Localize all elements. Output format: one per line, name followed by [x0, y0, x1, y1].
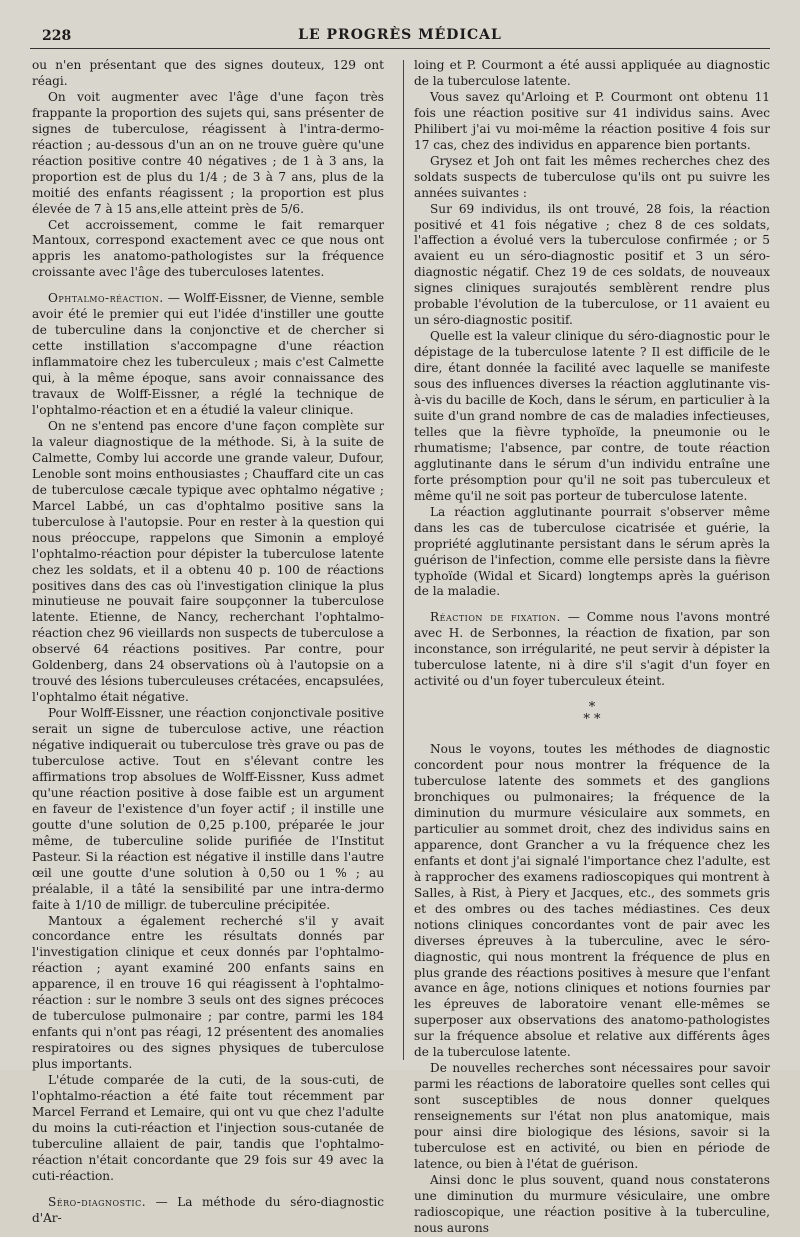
paragraph: L'étude comparée de la cuti, de la sous-cuti, de l'ophtalmo-réaction a été faite tout récemment par Marcel Ferrand et Lemaire, qui ont vu que chez l'adulte du moins la cuti-réaction et l'injection sous-cutanée de tuberculine allaient de pair, tandis que l'ophtalmo-réaction n'était concordante que 29 fois sur 49 avec la cuti-réaction. — [32, 1073, 384, 1183]
asterism-top: * — [588, 700, 596, 716]
section-paragraph-ophtalmo — [32, 291, 384, 419]
paragraph: ou n'en présentant que des signes douteux, 129 ont réagi. — [32, 58, 384, 88]
paragraph: Mantoux a également recherché s'il y avait concordance entre les résultats donnés par l'investigation clinique et ceux donnés par l'ophtalmo-réaction ; ayant examiné 200 enfants sains en apparence, il en trouve 16 qui réagissent à l'ophtalmo-réaction : sur le nombre 3 seuls ont des signes précoces de tuberculose pulmonaire ; par contre, parmi les 184 enfants qui n'ont pas réagi, 12 présentent des anomalies respiratoires ou des signes physiques de tuberculose plus importants. — [32, 913, 384, 1072]
left-column — [32, 58, 384, 1225]
paragraph: Sur 69 individus, ils ont trouvé, 28 fois, la réaction positivé et 41 fois négative ; chez 8 de ces soldats, l'affection a évolué vers la tuberculose confirmée ; or 5 avaient eu un séro-diagnostic positif et 3 un séro-diagnostic négatif. Chez 19 de ces soldats, de nouveaux signes cliniques surajoutés semblèrent rendre plus probable l'évolution de la tuberculose, or 11 avaient eu un séro-diagnostic positif. — [414, 201, 770, 328]
paragraph-text: — La méthode du séro-diagnostic d'Ar- — [32, 1194, 384, 1225]
paragraph: Pour Wolff-Eissner, une réaction conjonctivale positive serait un signe de tuberculose active, une réaction négative indiquerait ou tuberculose très grave ou pas de tuberculose active. Tout en s'élevant contre les affirmations trop absolues de Wolff-Eissner, Kuss admet qu'une réaction positive à dose faible est un argument en faveur de l'existence d'un foyer actif ; il instille une goutte d'une solution de 0,25 p.100, préparée le jour même, de tuberculine solide purifiée de l'Institut Pasteur. Si la réaction est négative il instille dans l'autre œil une goutte d'une solution à 0,50 ou 1 % ; au préalable, il a tâté la sensibilité par une intra-dermo faite à 1/10 de milligr. de tuberculine précipitée. — [32, 706, 384, 912]
column-divider — [403, 60, 404, 1060]
section-heading: Ophtalmo-réaction. — [48, 291, 164, 306]
paragraph: loing et P. Courmont a été aussi appliquée au diagnostic de la tuberculose latente. — [414, 58, 770, 88]
paragraph: On ne s'entend pas encore d'une façon complète sur la valeur diagnostique de la méthode. Si, à la suite de Calmette, Comby lui accorde une grande valeur, Dufour, Lenoble sont moins enthousiastes ; Chauffard cite un cas de tuberculose cæcale typique avec ophtalmo négative ; Marcel Labbé, un cas d'ophtalmo positive sans la tuberculose à l'autopsie. Pour en rester à la question qui nous préoccupe, rappelons que Simonin a employé l'ophtalmo-réaction pour dépister la tuberculose latente chez les soldats, et il a obtenu 40 p. 100 de réactions positives dans des cas où l'investigation clinique la plus minutieuse ne pouvait faire soupçonner la tuberculose latente. Etienne, de Nancy, recherchant l'ophtalmo-réaction chez 96 vieillards non suspects de tuberculose a observé 64 réactions positives. Par contre, pour Goldenberg, dans 24 observations où à l'autopsie on a trouvé des lésions tuberculeuses crétacées, encapsulées, l'ophtalmo était négative. — [32, 418, 384, 705]
paragraph: Grysez et Joh ont fait les mêmes recherches chez des soldats suspects de tuberculose qu'ils ont pu suivre les années suivantes : — [414, 153, 770, 200]
section-paragraph-sero — [32, 1195, 384, 1227]
paragraph: Ainsi donc le plus souvent, quand nous constaterons une diminution du murmure vésiculaire, une ombre radioscopique, une réaction positive à la tuberculine, nous aurons — [414, 1172, 770, 1235]
section-paragraph-fixation — [414, 610, 770, 690]
paragraph: Quelle est la valeur clinique du séro-diagnostic pour le dépistage de la tuberculose latente ? Il est difficile de le dire, étant donnée la facilité avec laquelle se manifeste sous des influences diverses la réaction agglutinante vis-à-vis du bacille de Koch, dans le sérum, en particulier à la suite d'un grand nombre de cas de maladies infectieuses, telles que la fièvre typhoïde, la pneumonie ou le rhumatisme; l'absence, par contre, de toute réaction agglutinante dans le sérum d'un individu entraîne une forte présomption pour qu'il ne soit pas tuberculeux et même qu'il ne soit pas porteur de tuberculose latente. — [414, 329, 770, 503]
paragraph: Nous le voyons, toutes les méthodes de diagnostic concordent pour nous montrer la fréquence de la tuberculose latente des sommets et des ganglions bronchiques ou pulmonaires; la fréquence de la diminution du murmure vésiculaire aux sommets, en particulier au sommet droit, chez des individus sains en apparence, dont Grancher a vu la fréquence chez les enfants et dont j'ai signalé l'importance chez l'adulte, est à rapprocher des examens radioscopiques qui montrent à Salles, à Rist, à Piery et Jacques, etc., des sommets gris et des ombres ou des taches médiastines. Ces deux notions cliniques concordantes vont de pair avec les diverses épreuves à la tuberculine, avec le séro-diagnostic, qui nous montrent la fréquence de plus en plus grande des réactions positives à mesure que l'enfant avance en âge, notions cliniques et notions fournies par les épreuves de laboratoire venant elle-mêmes se superposer aux observations des anatomo-pathologistes sur la fréquence absolue et relative aux différents âges de la tuberculose latente. — [414, 742, 770, 1060]
section-heading: Réaction de fixation. — [430, 610, 561, 625]
page-header — [30, 22, 770, 49]
paragraph-text: — Comme nous l'avons montré avec H. de Serbonnes, la réaction de fixation, par son inconstance, son irrégularité, ne peut servir à dépister la tuberculose latente, ni à dire s'il s'agit d'un foyer en activité ou d'un foyer tuberculeux éteint. — [414, 610, 770, 689]
asterism-bottom: * * — [583, 712, 601, 728]
paragraph: De nouvelles recherches sont nécessaires pour savoir parmi les réactions de laboratoire quelles sont celles qui sont susceptibles de nous donner quelques renseignements sur l'état non plus anatomique, mais pour ainsi dire biologique des lésions, savoir si la tuberculose est en activité, ou bien en période de latence, ou bien à l'état de guérison. — [414, 1061, 770, 1171]
paragraph: Cet accroissement, comme le fait remarquer Mantoux, correspond exactement avec ce que nous ont appris les anatomo-pathologistes sur la fréquence croissante avec l'âge des tuberculoses latentes. — [32, 217, 384, 280]
paragraph-text: — Wolff-Eissner, de Vienne, semble avoir été le premier qui eut l'idée d'instiller une goutte de tuberculine dans la conjonctive et de chercher si cette instillation s'accompagne d'une réaction inflammatoire chez les tuberculeux ; mais c'est Calmette qui, à la même époque, sans avoir connaissance des travaux de Wolff-Eissner, a réglé la technique de l'ophtalmo-réaction et en a étudié la valeur clinique. — [32, 291, 384, 418]
right-column — [414, 58, 770, 1235]
paragraph: La réaction agglutinante pourrait s'observer même dans les cas de tuberculose cicatrisée et guérie, la propriété agglutinante persistant dans le sérum après la guérison de l'infection, comme elle persiste dans la fièvre typhoïde (Widal et Sicard) longtemps après la guérison de la maladie. — [414, 504, 770, 599]
journal-title: LE PROGRÈS MÉDICAL — [298, 27, 502, 43]
paragraph: On voit augmenter avec l'âge d'une façon très frappante la proportion des sujets qui, sans présenter de signes de tuberculose, réagissent à l'intra-dermo-réaction ; au-dessous d'un an on ne trouve guère qu'une réaction positive contre 40 négatives ; de 1 à 3 ans, la proportion est de plus du 1/4 ; de 3 à 7 ans, plus de la moitié des enfants réagissent ; la proportion est plus élevée de 7 à 15 ans,elle atteint près de 5/6. — [32, 89, 384, 216]
section-heading: Séro-diagnostic. — [48, 1194, 147, 1209]
page-number: 228 — [42, 28, 72, 44]
section-separator-asterism — [414, 702, 770, 726]
paragraph: Vous savez qu'Arloing et P. Courmont ont obtenu 11 fois une réaction positive sur 41 individus sains. Avec Philibert j'ai vu moi-même la réaction positive 4 fois sur 17 cas, chez des individus en apparence bien portants. — [414, 89, 770, 152]
